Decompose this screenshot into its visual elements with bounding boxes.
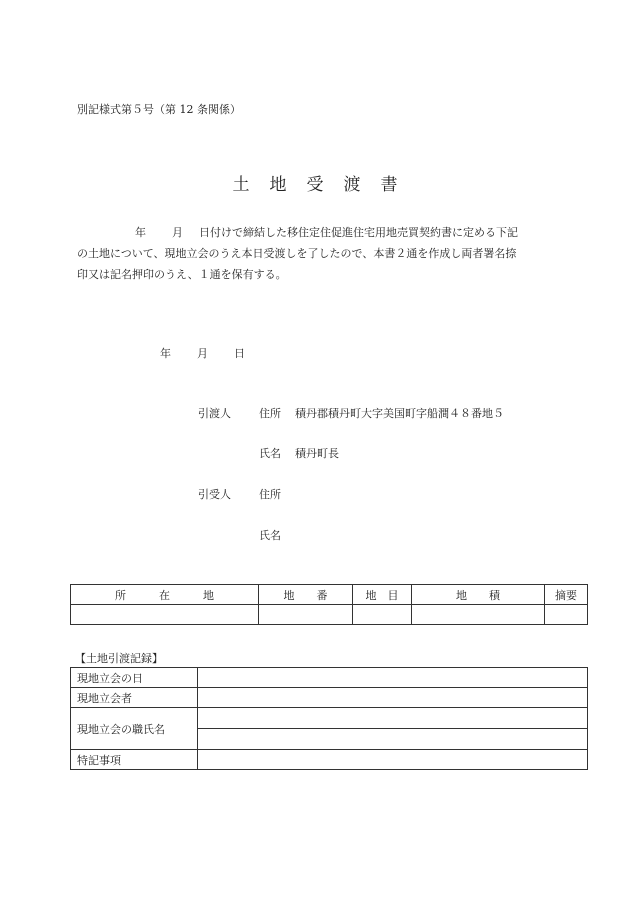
- header-area: 地 積: [412, 585, 545, 605]
- table-row: [71, 668, 588, 688]
- transferor-address-label: 住所: [259, 407, 281, 420]
- document-title: [0, 170, 630, 195]
- property-table: [70, 584, 588, 625]
- date-day: 日: [234, 347, 245, 360]
- table-row: [71, 708, 588, 729]
- header-lot-number: 地 番: [259, 585, 353, 605]
- signing-date: [160, 345, 245, 361]
- transferor-name: 積丹町長: [295, 447, 339, 460]
- header-land-category: 地 目: [353, 585, 412, 605]
- body-month: 月: [172, 226, 183, 239]
- header-remarks: 摘要: [545, 585, 588, 605]
- title-char: 書: [380, 175, 398, 195]
- transferee-role: 引受人: [198, 488, 231, 501]
- date-year: 年: [160, 347, 171, 360]
- attendee-titles-label: 現地立会の職氏名: [71, 708, 198, 750]
- special-notes-field[interactable]: [198, 750, 588, 770]
- attendee-title-field-2[interactable]: [198, 729, 588, 750]
- table-row: [71, 605, 588, 625]
- cell-location[interactable]: [71, 605, 259, 625]
- title-char: 渡: [343, 175, 361, 195]
- transferor-name-label: 氏名: [259, 447, 281, 460]
- body-paragraph: [77, 222, 567, 285]
- title-char: 土: [232, 175, 250, 195]
- property-header-row: [71, 585, 588, 605]
- header-location: 所 在 地: [71, 585, 259, 605]
- transferor-address: 積丹郡積丹町大字美国町字船澗４８番地５: [295, 407, 504, 420]
- special-notes-label: 特記事項: [71, 750, 198, 770]
- form-number: 別記様式第５号（第 12 条関係）: [77, 103, 241, 116]
- body-line-2: の土地について、現地立会のうえ本日受渡しを了したので、本書２通を作成し両者署名捺: [77, 247, 517, 260]
- attendance-date-field[interactable]: [198, 668, 588, 688]
- attendance-date-label: 現地立会の日: [71, 668, 198, 688]
- cell-lot-number[interactable]: [259, 605, 353, 625]
- transferee-name-label: 氏名: [259, 529, 281, 542]
- transferee-address-label: 住所: [259, 488, 281, 501]
- transferor-role: 引渡人: [198, 407, 231, 420]
- attendee-title-field-1[interactable]: [198, 708, 588, 729]
- attendee-field[interactable]: [198, 688, 588, 708]
- title-char: 地: [269, 175, 287, 195]
- body-line-3: 印又は記名押印のうえ、１通を保有する。: [77, 268, 287, 281]
- table-row: [71, 750, 588, 770]
- table-row: [71, 688, 588, 708]
- title-char: 受: [306, 175, 324, 195]
- body-year: 年: [135, 226, 146, 239]
- attendee-label: 現地立会者: [71, 688, 198, 708]
- cell-remarks[interactable]: [545, 605, 588, 625]
- cell-area[interactable]: [412, 605, 545, 625]
- handover-record-table: [70, 667, 588, 770]
- record-heading: 【土地引渡記録】: [75, 652, 163, 665]
- date-month: 月: [197, 347, 208, 360]
- cell-land-category[interactable]: [353, 605, 412, 625]
- body-line-1-text: 日付けで締結した移住定住促進住宅用地売買契約書に定める下記: [199, 226, 518, 239]
- body-line-1: [77, 222, 567, 243]
